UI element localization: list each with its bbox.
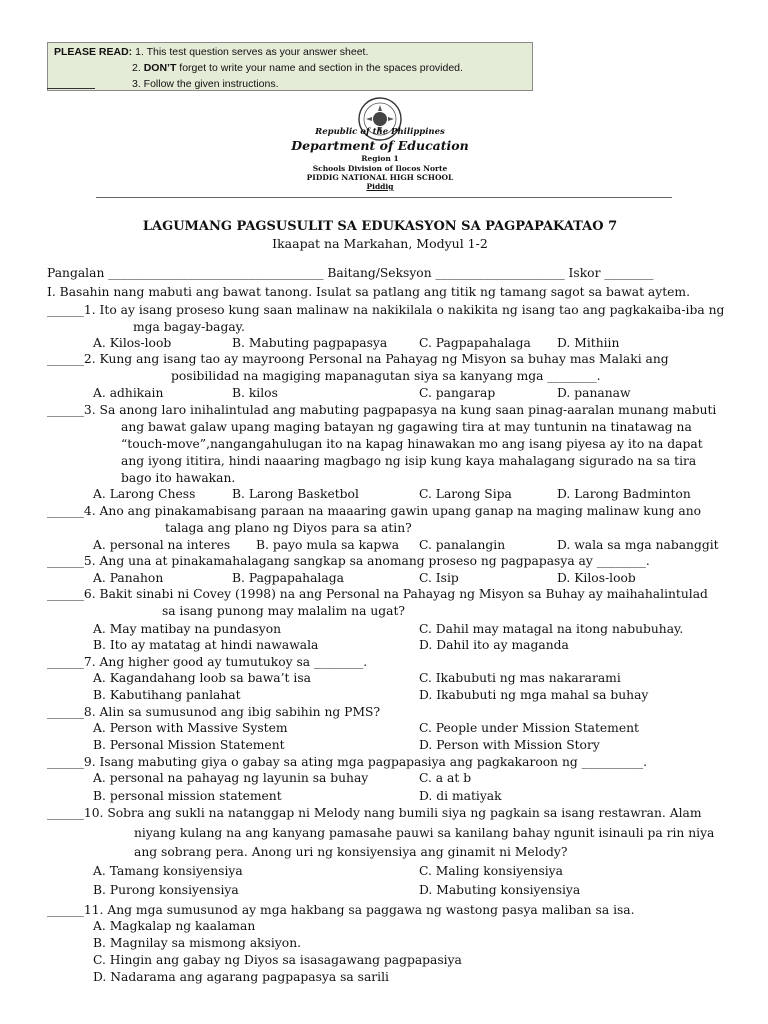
question-9-choice-b[interactable]: B. personal mission statement [93,789,282,803]
student-info-fields[interactable]: Pangalan ___________________________________ Baitang/Seksyon _____________________ Iskor ________ [47,266,654,280]
question-10-choice-c[interactable]: C. Maling konsiyensiya [419,864,563,878]
question-5-choice-d[interactable]: D. Kilos-loob [557,571,636,585]
question-7-choice-c[interactable]: C. Ikabubuti ng mas nakararami [419,671,621,685]
question-4-choice-d[interactable]: D. wala sa mga nabanggit [557,538,719,552]
question-4-choice-a[interactable]: A. personal na interes [93,538,231,552]
question-1-choice-b[interactable]: B. Mabuting pagpapasya [232,336,388,350]
division-label: Schools Division of Ilocos Norte [312,164,448,173]
question-8-choice-c[interactable]: C. People under Mission Statement [419,721,639,735]
question-6-choice-d[interactable]: D. Dahil ito ay maganda [419,638,569,652]
question-2-choice-b[interactable]: B. kilos [232,386,278,400]
question-1-choice-c[interactable]: C. Pagpapahalaga [419,336,531,350]
question-3-text-cont-2: “touch-move”,nangangahulugan ito na kapag hinawakan mo ang isang piyesa ay ito na dapat [121,437,703,451]
question-9-choice-c[interactable]: C. a at b [419,771,472,785]
question-7-choice-b[interactable]: B. Kabutihang panlahat [93,688,241,702]
notice-item-2-emphasis: DON’T [143,62,177,74]
notice-item-3: 3. Follow the given instructions. [132,78,279,90]
question-1-choice-a[interactable]: A. Kilos-loob [93,336,172,350]
question-11-choice-d[interactable]: D. Nadarama ang agarang pagpapasya sa sarili [93,970,389,984]
notice-box [47,42,533,91]
question-10-text-cont-1: niyang kulang na ang kanyang pamasahe pauwi sa kanilang bahay ngunit isinauli pa rin niya [134,826,715,840]
question-9-choice-a[interactable]: A. personal na pahayag ng layunin sa buhay [93,771,369,785]
question-1-text-cont: mga bagay-bagay. [133,320,245,334]
question-2-choice-c[interactable]: C. pangarap [419,386,496,400]
question-2-choice-d[interactable]: D. pananaw [557,386,631,400]
header-divider [96,197,672,198]
question-3-choice-c[interactable]: C. Larong Sipa [419,487,512,501]
question-7-choice-d[interactable]: D. Ikabubuti ng mga mahal sa buhay [419,688,649,702]
question-7-choice-a[interactable]: A. Kagandahang loob sa bawa’t isa [93,671,311,685]
question-3-choice-b[interactable]: B. Larong Basketbol [232,487,359,501]
question-8-choice-a[interactable]: A. Person with Massive System [93,721,288,735]
notice-line-1 [54,45,368,60]
question-8-choice-b[interactable]: B. Personal Mission Statement [93,738,285,752]
question-9-choice-d[interactable]: D. di matiyak [419,789,502,803]
notice-item-1: 1. This test question serves as your answer sheet. [135,46,369,58]
question-5-choice-a[interactable]: A. Panahon [93,571,164,585]
region-label: Region 1 [361,154,399,163]
question-1-text: ______1. Ito ay isang proseso kung saan malinaw na nakikilala o nakikita ng isang tao ang pagkakaiba-iba ng [47,303,725,317]
question-3-text-cont-4: bago ito hawakan. [121,471,236,485]
question-11-choice-a[interactable]: A. Magkalap ng kaalaman [93,919,256,933]
school-label: PIDDIG NATIONAL HIGH SCHOOL [306,173,454,182]
question-6-choice-a[interactable]: A. May matibay na pundasyon [93,622,282,636]
notice-underline [47,88,95,89]
question-9-text: ______9. Isang mabuting giya o gabay sa ating mga pagpapasiya ang pagkakaroon ng __________. [47,755,648,769]
department-label: Department of Education [291,138,469,153]
question-4-text: ______4. Ano ang pinakamabisang paraan na maaaring gawin upang ganap na maging malinaw kung ano [47,504,702,518]
question-4-choice-c[interactable]: C. panalangin [419,538,506,552]
notice-line-2 [132,61,463,76]
question-6-choice-b[interactable]: B. Ito ay matatag at hindi nawawala [93,638,319,652]
page-subtitle: Ikaapat na Markahan, Modyul 1-2 [272,236,488,251]
question-8-text: ______8. Alin sa sumusunod ang ibig sabihin ng PMS? [47,705,381,719]
question-5-choice-b[interactable]: B. Pagpapahalaga [232,571,344,585]
question-2-text-cont: posibilidad na magiging mapanagutan siya sa kanyang mga ________. [171,369,601,383]
question-11-text: ______11. Ang mga sumusunod ay mga hakbang sa paggawa ng wastong pasya maliban sa isa. [47,903,635,917]
notice-label: PLEASE READ: [54,46,133,58]
notice-line-3 [132,77,279,92]
question-3-choice-d[interactable]: D. Larong Badminton [557,487,691,501]
question-10-text: ______10. Sobra ang sukli na natanggap ni Melody nang bumili siya ng pagkain sa isang restawran. Alam [47,806,702,820]
question-10-text-cont-2: ang sobrang pera. Anong uri ng konsiyensiya ang ginamit ni Melody? [134,845,568,859]
question-3-text-cont-3: ang iyong ititira, hindi naaaring magbago ng isip kung kaya mahalagang sigurado na sa tira [121,454,697,468]
notice-item-2-number: 2. [132,62,144,74]
question-10-choice-a[interactable]: A. Tamang konsiyensiya [93,864,243,878]
question-3-text-cont-1: ang bawat galaw upang maging batayan ng gagawing tira at may tuntunin na tinatawag na [121,420,692,434]
question-2-text: ______2. Kung ang isang tao ay mayroong Personal na Pahayag ng Misyon sa buhay mas Malaki ang [47,352,669,366]
question-6-choice-c[interactable]: C. Dahil may matagal na itong nabubuhay. [419,622,684,636]
question-5-text: ______5. Ang una at pinakamahalagang sangkap sa anomang proseso ng pagpapasya ay ________. [47,554,650,568]
question-11-choice-c[interactable]: C. Hingin ang gabay ng Diyos sa isasagawang pagpapasiya [93,953,462,967]
question-5-choice-c[interactable]: C. Isip [419,571,459,585]
question-6-text-cont: sa isang punong may malalim na ugat? [162,604,405,618]
question-1-choice-d[interactable]: D. Mithiin [557,336,620,350]
question-11-choice-b[interactable]: B. Magnilay sa mismong aksiyon. [93,936,302,950]
town-label: Piddig [366,182,394,191]
question-4-text-cont: talaga ang plano ng Diyos para sa atin? [165,521,412,535]
question-7-text: ______7. Ang higher good ay tumutukoy sa ________. [47,655,368,669]
question-6-text: ______6. Bakit sinabi ni Covey (1998) na ang Personal na Pahayag ng Misyon sa Buhay ay maihahalintulad [47,587,708,601]
question-2-choice-a[interactable]: A. adhikain [93,386,164,400]
notice-item-2-text: forget to write your name and section in the spaces provided. [176,62,463,74]
test-instructions: I. Basahin nang mabuti ang bawat tanong. Isulat sa patlang ang titik ng tamang sagot sa bawat aytem. [47,285,690,299]
question-4-choice-b[interactable]: B. payo mula sa kapwa [256,538,400,552]
republic-label: Republic of the Philippines [315,127,445,137]
page-title: LAGUMANG PAGSUSULIT SA EDUKASYON SA PAGPAPAKATAO 7 [142,219,618,234]
question-3-text: ______3. Sa anong laro inihalintulad ang mabuting pagpapasya na kung saan pinag-aaralan munang mabuti [47,403,717,417]
question-8-choice-d[interactable]: D. Person with Mission Story [419,738,600,752]
question-10-choice-d[interactable]: D. Mabuting konsiyensiya [419,883,581,897]
question-3-choice-a[interactable]: A. Larong Chess [93,487,196,501]
question-10-choice-b[interactable]: B. Purong konsiyensiya [93,883,239,897]
